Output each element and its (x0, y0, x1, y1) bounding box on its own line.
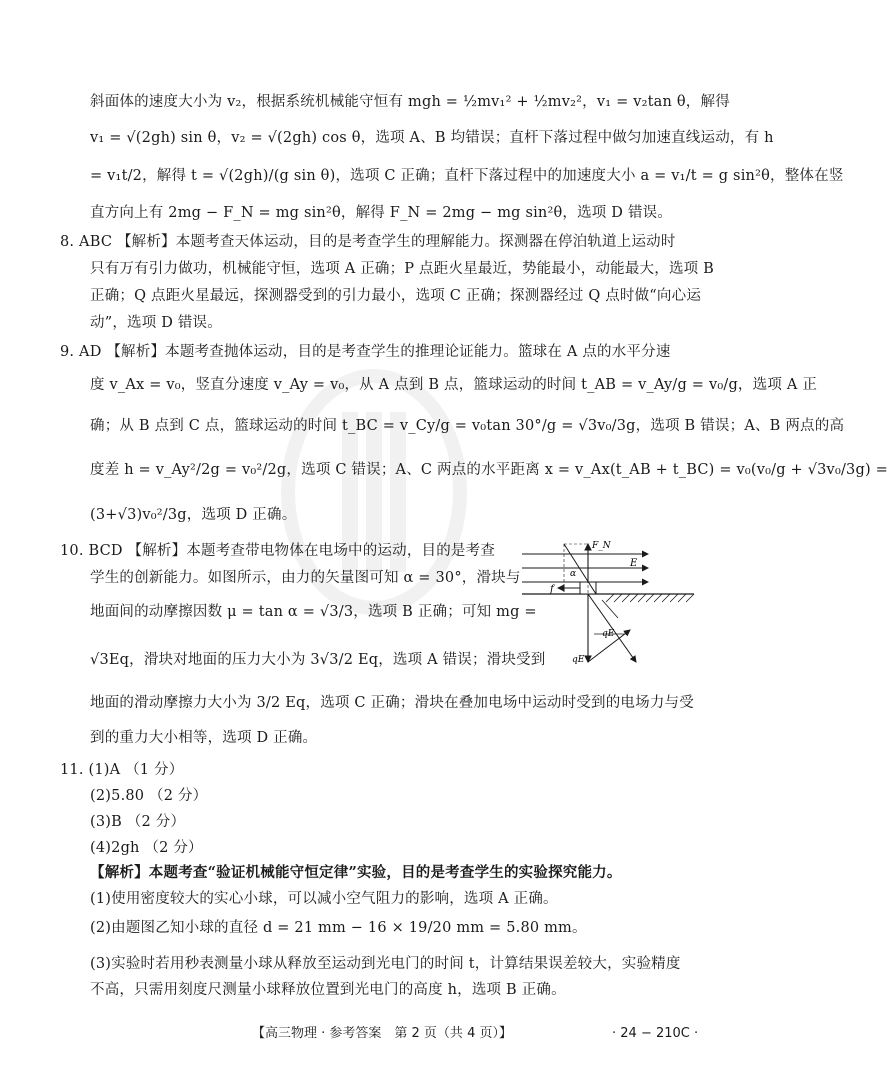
label-qe-lower: qE (572, 655, 585, 665)
answer-11-line-8: (3)实验时若用秒表测量小球从释放至运动到光电门的时间 t，计算结果误差较大，实验精度 (90, 956, 681, 972)
answer-11-line-3: (3)B （2 分） (90, 814, 186, 830)
answer-10-line-1: 10. BCD 【解析】本题考查带电物体在电场中的运动，目的是考查 (60, 543, 496, 559)
answer-9-line-4: 度差 h = v_Ay²/2g = v₀²/2g，选项 C 错误；A、C 两点的水平距离 x = v_Ax(t_AB + t_BC) = v₀(v₀/g + √3v₀/3g) = (90, 462, 888, 478)
answer-10-line-6: 到的重力大小相等，选项 D 正确。 (90, 730, 318, 746)
answer-11-line-6: (1)使用密度较大的实心小球，可以减小空气阻力的影响，选项 A 正确。 (90, 891, 558, 907)
label-fn: F_N (592, 541, 611, 551)
force-vector-diagram (518, 538, 696, 678)
page-code: · 24 − 210C · (612, 1026, 699, 1041)
answer-8-line-4: 动”，选项 D 错误。 (90, 315, 222, 331)
answer-9-line-1: 9. AD 【解析】本题考查抛体运动，目的是考查学生的推理论证能力。篮球在 A 点的水平分速 (60, 344, 671, 360)
answer-11-line-9: 不高，只需用刻度尺测量小球释放位置到光电门的高度 h，选项 B 正确。 (90, 982, 566, 998)
answer-11-line-7: (2)由题图乙知小球的直径 d = 21 mm − 16 × 19/20 mm = 5.80 mm。 (90, 920, 587, 936)
answer-9-line-3: 确；从 B 点到 C 点，篮球运动的时间 t_BC = v_Cy/g = v₀tan 30°/g = √3v₀/3g，选项 B 错误；A、B 两点的高 (90, 418, 845, 434)
answer-10-line-4: √3Eq，滑块对地面的压力大小为 3√3/2 Eq，选项 A 错误；滑块受到 (90, 652, 546, 668)
label-qe-upper: qE (602, 629, 615, 639)
answer-10-line-5: 地面的滑动摩擦力大小为 3/2 Eq，选项 C 正确；滑块在叠加电场中运动时受到的电场力与受 (90, 695, 694, 711)
answer-8-line-1: 8. ABC 【解析】本题考查天体运动，目的是考查学生的理解能力。探测器在停泊轨道上运动时 (60, 234, 676, 250)
answer-10-line-2: 学生的创新能力。如图所示，由力的矢量图可知 α = 30°，滑块与 (90, 570, 521, 586)
label-alpha: α (570, 569, 577, 579)
answer-11-analysis: 【解析】本题考查“验证机械能守恒定律”实验，目的是考查学生的实验探究能力。 (90, 864, 622, 881)
answer-8-line-3: 正确；Q 点距火星最远，探测器受到的引力最小，选项 C 正确；探测器经过 Q 点时做“向心运 (90, 288, 702, 304)
answer-10-line-3: 地面间的动摩擦因数 μ = tan α = √3/3，选项 B 正确；可知 mg = (90, 604, 537, 620)
answer-11-line-2: (2)5.80 （2 分） (90, 788, 208, 804)
text-line-4: 直方向上有 2mg − F_N = mg sin²θ，解得 F_N = 2mg − mg sin²θ，选项 D 错误。 (90, 205, 673, 221)
text-line-3: = v₁t/2，解得 t = √(2gh)/(g sin θ)，选项 C 正确；直杆下落过程中的加速度大小 a = v₁/t = g sin²θ，整体在竖 (90, 168, 844, 184)
answer-11-line-4: (4)2gh （2 分） (90, 840, 203, 856)
text-line-2: v₁ = √(2gh) sin θ，v₂ = √(2gh) cos θ，选项 A、B 均错误；直杆下落过程中做匀加速直线运动，有 h (90, 130, 774, 146)
text-line-1: 斜面体的速度大小为 v₂，根据系统机械能守恒有 mgh = ½mv₁² + ½mv₂²，v₁ = v₂tan θ，解得 (90, 94, 730, 110)
answer-11-line-1: 11. (1)A （1 分） (60, 762, 184, 778)
label-e: E (630, 558, 638, 569)
answer-9-line-2: 度 v_Ax = v₀，竖直分速度 v_Ay = v₀，从 A 点到 B 点，篮球运动的时间 t_AB = v_Ay/g = v₀/g，选项 A 正 (90, 377, 818, 393)
label-f: f (550, 584, 554, 595)
answer-8-line-2: 只有万有引力做功，机械能守恒，选项 A 正确；P 点距火星最近，势能最小，动能最大，选项 B (90, 261, 715, 277)
page-footer: 【高三物理 · 参考答案 第 2 页（共 4 页）】 (252, 1026, 512, 1041)
answer-9-line-5: (3+√3)v₀²/3g，选项 D 正确。 (90, 507, 297, 523)
